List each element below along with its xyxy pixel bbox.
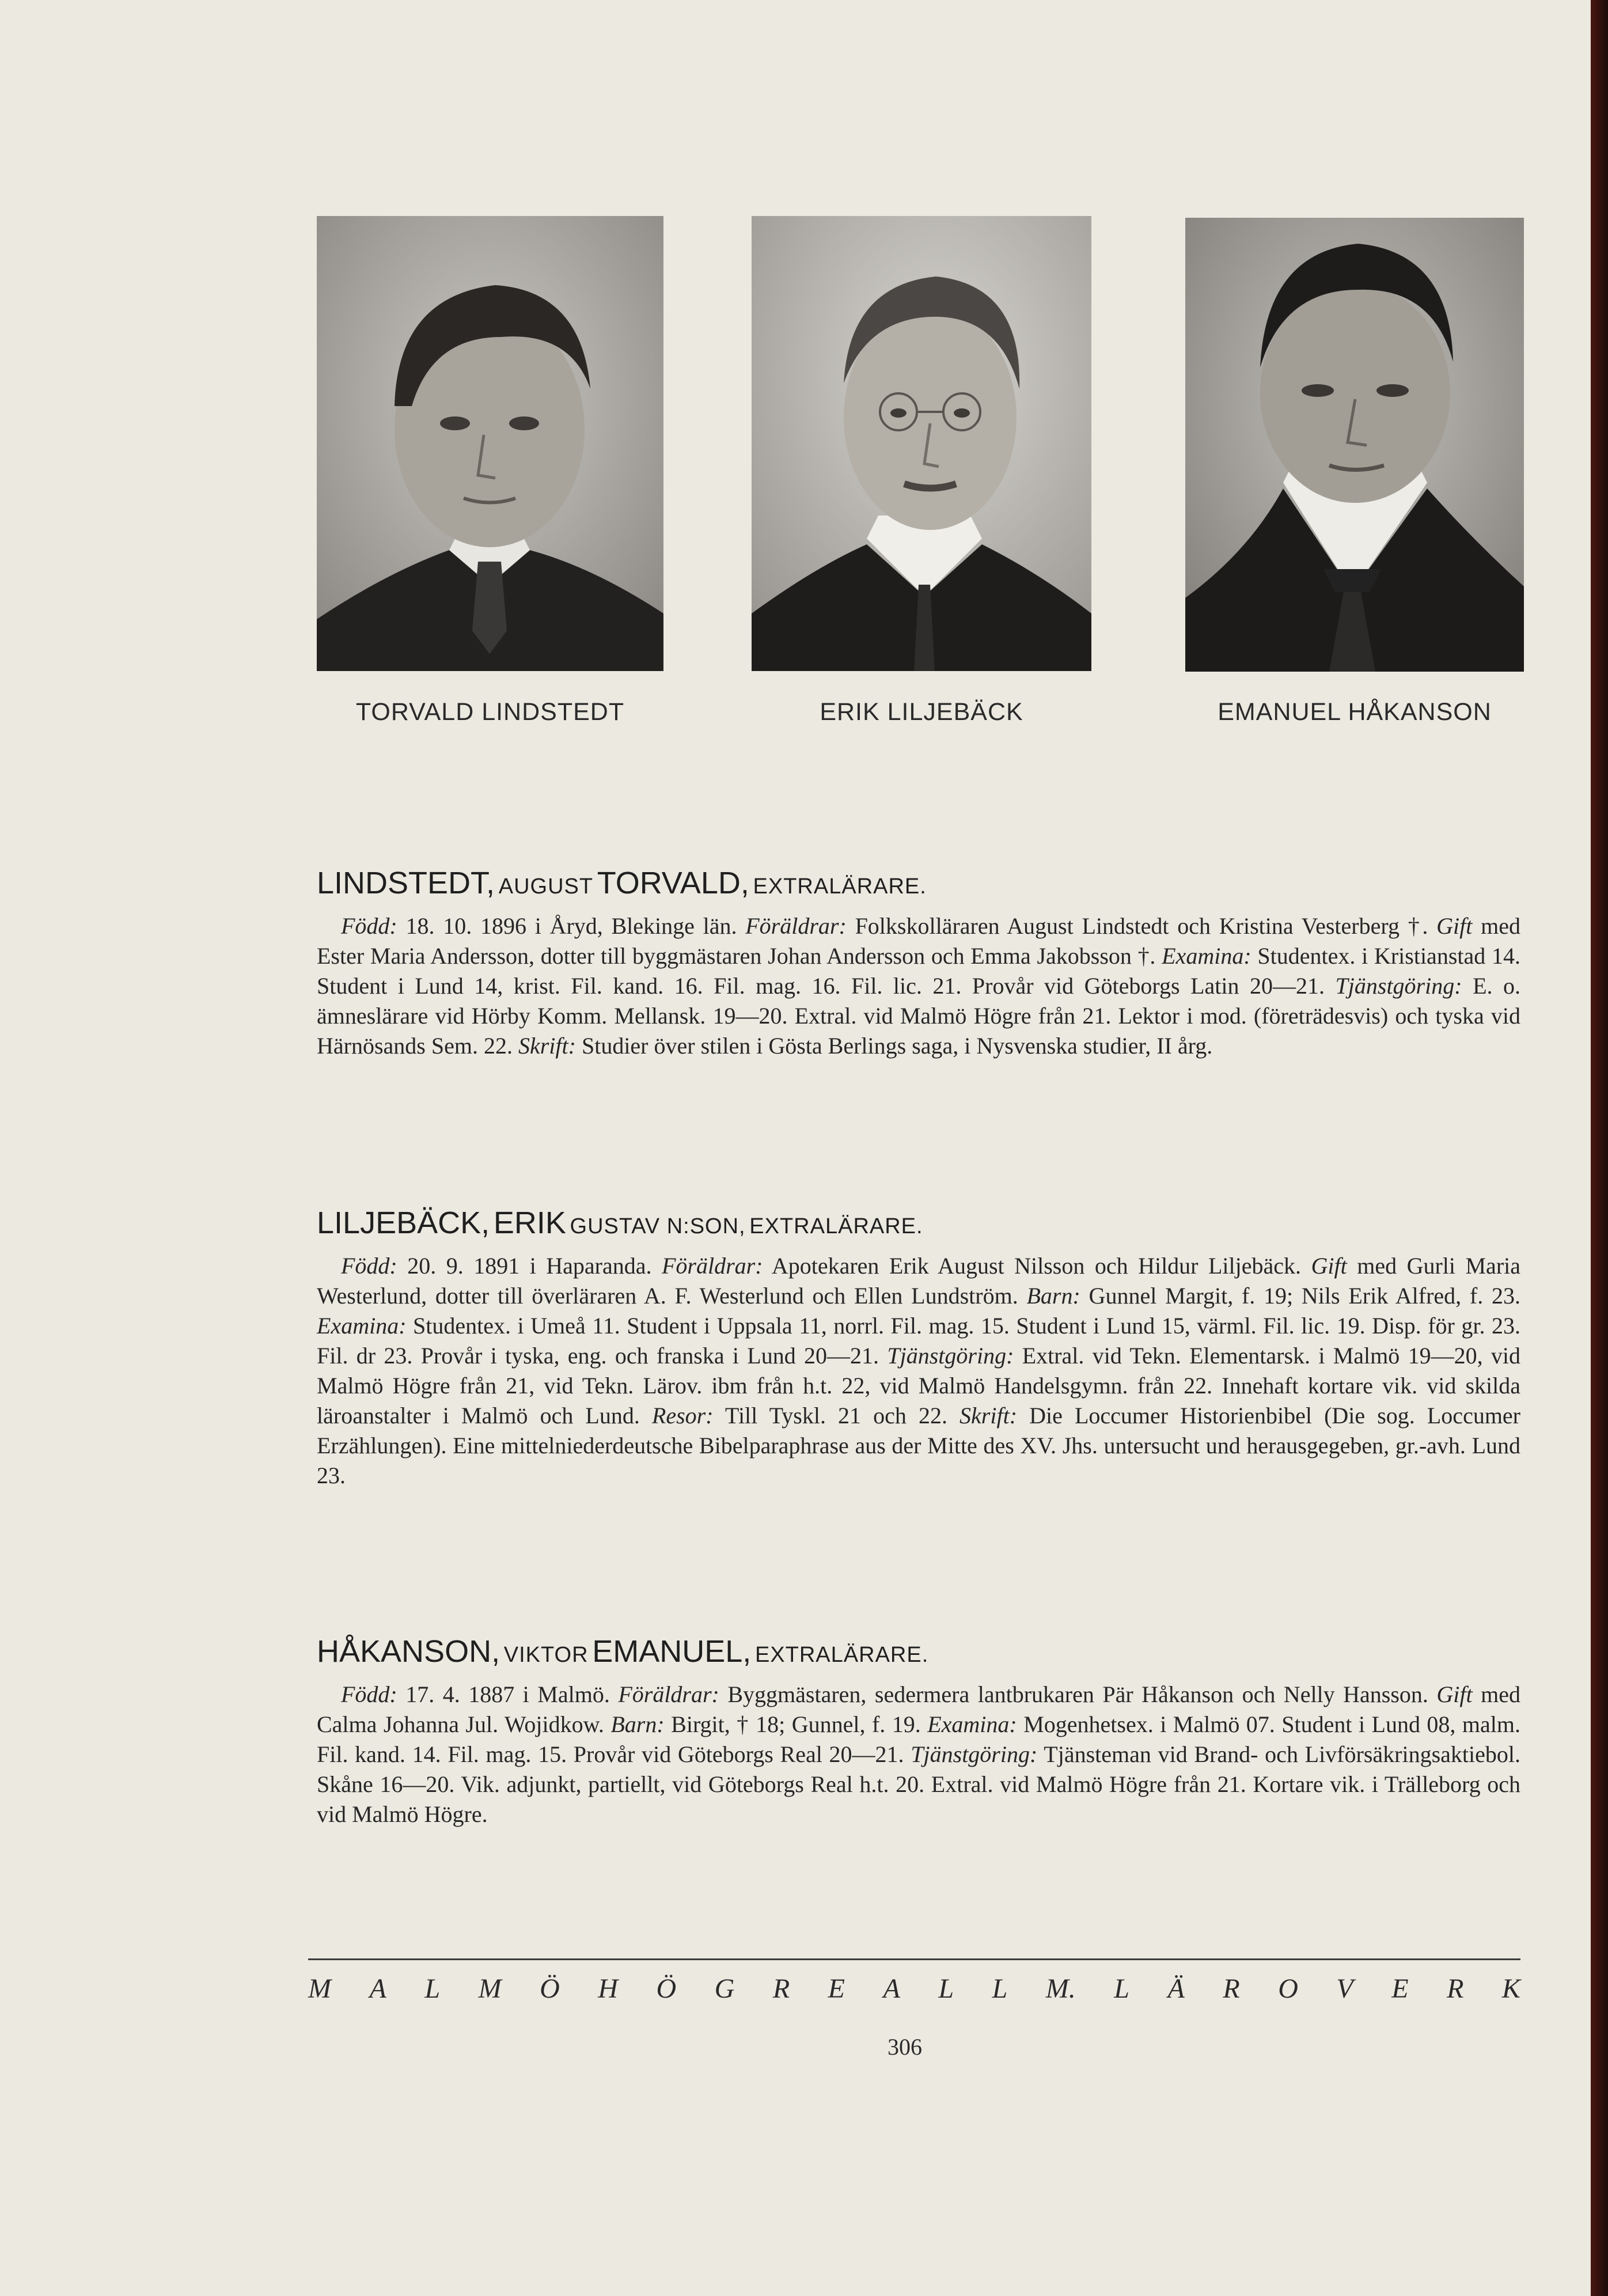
field-text: med Ester Maria Andersson, dotter till byggmästaren Johan Andersson och Emma Jakobsson †. xyxy=(317,913,1520,969)
footer-letter: H xyxy=(598,1973,618,2004)
field-label: Skrift: xyxy=(960,1403,1018,1429)
field-label: Född: xyxy=(341,1253,397,1279)
footer-letter: M xyxy=(478,1973,502,2004)
portrait-caption: TORVALD LINDSTEDT xyxy=(355,698,625,726)
entry-surname: LINDSTEDT, xyxy=(317,866,495,900)
entry-given-name: EMANUEL, xyxy=(592,1634,752,1669)
portrait-photo-emanuel-hakanson xyxy=(1185,218,1524,672)
field-text: 18. 10. 1896 i Åryd, Blekinge län. xyxy=(397,913,746,939)
field-label: Examina: xyxy=(317,1313,407,1339)
footer-letter: R xyxy=(772,1973,790,2004)
portrait-image xyxy=(1185,218,1524,672)
entry-title: EXTRALÄRARE. xyxy=(754,1643,929,1667)
entry-given-name: ERIK xyxy=(493,1206,566,1240)
footer-letter: G xyxy=(714,1973,735,2004)
field-label: Gift xyxy=(1436,913,1473,939)
field-text: Byggmästaren, sedermera lantbrukaren Pär Håkanson och Nelly Hansson. xyxy=(719,1681,1437,1707)
footer-letter: M. xyxy=(1045,1973,1076,2004)
field-label: Examina: xyxy=(1162,943,1251,969)
portrait-caption: EMANUEL HÅKANSON xyxy=(1218,698,1492,726)
field-text: Tjänsteman vid Brand- och Livförsäkringsaktiebol. Skåne 16—20. Vik. adjunkt, partiellt, vid Göteborgs Real h.t. 20. Extral. vid Malmö Högre från 21. Kortare vik. i Trälleborg och vid Malmö Högre. xyxy=(317,1741,1520,1827)
field-text: 20. 9. 1891 i Haparanda. xyxy=(397,1253,662,1279)
field-label: Resor: xyxy=(651,1403,714,1429)
footer-letter: A xyxy=(883,1973,900,2004)
biography-entry-hakanson xyxy=(317,1634,1520,1829)
field-label: Född: xyxy=(341,1681,397,1707)
entry-surname: HÅKANSON, xyxy=(317,1634,500,1669)
portrait-caption: ERIK LILJEBÄCK xyxy=(820,698,1023,726)
entry-given-name: VIKTOR xyxy=(503,1643,589,1667)
footer-letter: Ö xyxy=(540,1973,560,2004)
field-text: Die Loccumer Historienbibel (Die sog. Loccumer Erzählungen). Eine mittelniederdeutsche Bibelparaphrase aus der Mitte des XV. Jhs. untersucht und herausgegeben, gr.-avh. Lund 23. xyxy=(317,1403,1521,1488)
footer-letter: L xyxy=(1114,1973,1129,2004)
field-label: Tjänstgöring: xyxy=(887,1343,1014,1369)
entry-surname: LILJEBÄCK, xyxy=(317,1206,490,1240)
footer-letter: Ä xyxy=(1167,1973,1185,2004)
footer-letter: O xyxy=(1278,1973,1298,2004)
running-footer xyxy=(308,1973,1520,2005)
footer-letter: L xyxy=(992,1973,1008,2004)
field-text: Folkskolläraren August Lindstedt och Kristina Vesterberg †. xyxy=(846,913,1437,939)
entry-body xyxy=(317,1680,1520,1829)
portrait-image xyxy=(752,216,1091,671)
biography-entry-lindstedt xyxy=(317,865,1520,1061)
field-label: Tjänstgöring: xyxy=(911,1741,1038,1767)
field-label: Född: xyxy=(341,913,397,939)
field-label: Barn: xyxy=(1026,1283,1080,1309)
book-spine-edge xyxy=(1591,0,1608,2296)
footer-letter: L xyxy=(938,1973,954,2004)
footer-letter: M xyxy=(308,1973,331,2004)
field-text: Extral. vid Tekn. Elementarsk. i Malmö 19—20, vid Malmö Högre från 21, vid Tekn. Lärov. ibm från h.t. 22, vid Malmö Handelsgymn. från 22. Innehaft kortare vik. vid skilda läroanstalter i Malmö och Lund. xyxy=(317,1343,1520,1429)
field-label: Gift xyxy=(1311,1253,1347,1279)
portrait-photo-torvald-lindstedt xyxy=(317,216,663,671)
footer-letter: A xyxy=(369,1973,386,2004)
field-text: med Calma Johanna Jul. Wojidkow. xyxy=(317,1681,1520,1737)
footer-letter: L xyxy=(424,1973,441,2004)
page-number: 306 xyxy=(888,2034,922,2060)
portrait-image xyxy=(317,216,663,671)
footer-letter: R xyxy=(1447,1973,1464,2004)
field-text: Studier över stilen i Gösta Berlings saga, i Nysvenska studier, II årg. xyxy=(575,1033,1213,1059)
field-label: Gift xyxy=(1436,1681,1473,1707)
entry-heading xyxy=(317,865,1520,901)
entry-given-name: GUSTAV N:SON, xyxy=(570,1214,746,1238)
field-text: E. o. ämneslärare vid Hörby Komm. Mellansk. 19—20. Extral. vid Malmö Högre från 21. Lektor i mod. (företrädesvis) och tyska vid Härnösands Sem. 22. xyxy=(317,973,1520,1059)
field-text: Studentex. i Kristianstad 14. Student i Lund 14, krist. Fil. kand. 16. Fil. mag. 16. Fil. lic. 21. Provår vid Göteborgs Latin 20—21. xyxy=(317,943,1520,999)
field-label: Föräldrar: xyxy=(618,1681,719,1707)
entry-title: EXTRALÄRARE. xyxy=(749,1214,923,1238)
field-text: Gunnel Margit, f. 19; Nils Erik Alfred, f. 23. xyxy=(1080,1283,1520,1309)
field-text: Birgit, † 18; Gunnel, f. 19. xyxy=(664,1711,928,1737)
footer-letter: E xyxy=(828,1973,845,2004)
field-text: Mogenhetsex. i Malmö 07. Student i Lund 08, malm. Fil. kand. 14. Fil. mag. 15. Provår vid Göteborgs Real 20—21. xyxy=(317,1711,1520,1767)
entry-heading xyxy=(317,1634,1520,1669)
field-label: Föräldrar: xyxy=(745,913,847,939)
footer-letter: K xyxy=(1501,1973,1520,2004)
field-label: Tjänstgöring: xyxy=(1335,973,1462,999)
entry-body xyxy=(317,1251,1520,1491)
field-text: Studentex. i Umeå 11. Student i Uppsala 11, norrl. Fil. mag. 15. Student i Lund 15, värml. Fil. lic. 19. Disp. för gr. 23. Fil. dr 23. Provår i tyska, eng. och franska i Lund 20—21. xyxy=(317,1313,1520,1369)
field-label: Skrift: xyxy=(518,1033,576,1059)
field-label: Föräldrar: xyxy=(662,1253,763,1279)
field-text: Apotekaren Erik August Nilsson och Hildur Liljebäck. xyxy=(763,1253,1311,1279)
biography-entry-liljeback xyxy=(317,1205,1520,1491)
entry-given-name: AUGUST xyxy=(498,874,594,899)
footer-letter: Ö xyxy=(656,1973,677,2004)
portrait-photo-erik-liljeback xyxy=(752,216,1091,671)
field-label: Barn: xyxy=(610,1711,665,1737)
field-text: 17. 4. 1887 i Malmö. xyxy=(397,1681,619,1707)
entry-body xyxy=(317,911,1520,1061)
entry-heading xyxy=(317,1205,1520,1241)
field-text: Till Tyskl. 21 och 22. xyxy=(713,1403,960,1429)
entry-given-name: TORVALD, xyxy=(597,866,749,900)
footer-letter: V xyxy=(1336,1973,1353,2004)
entry-title: EXTRALÄRARE. xyxy=(753,874,927,899)
footer-letter: E xyxy=(1391,1973,1409,2004)
footer-letter: R xyxy=(1223,1973,1240,2004)
field-label: Examina: xyxy=(927,1711,1017,1737)
field-text: med Gurli Maria Westerlund, dotter till överläraren A. F. Westerlund och Ellen Lundström. xyxy=(317,1253,1521,1309)
footer-rule xyxy=(308,1958,1520,1960)
